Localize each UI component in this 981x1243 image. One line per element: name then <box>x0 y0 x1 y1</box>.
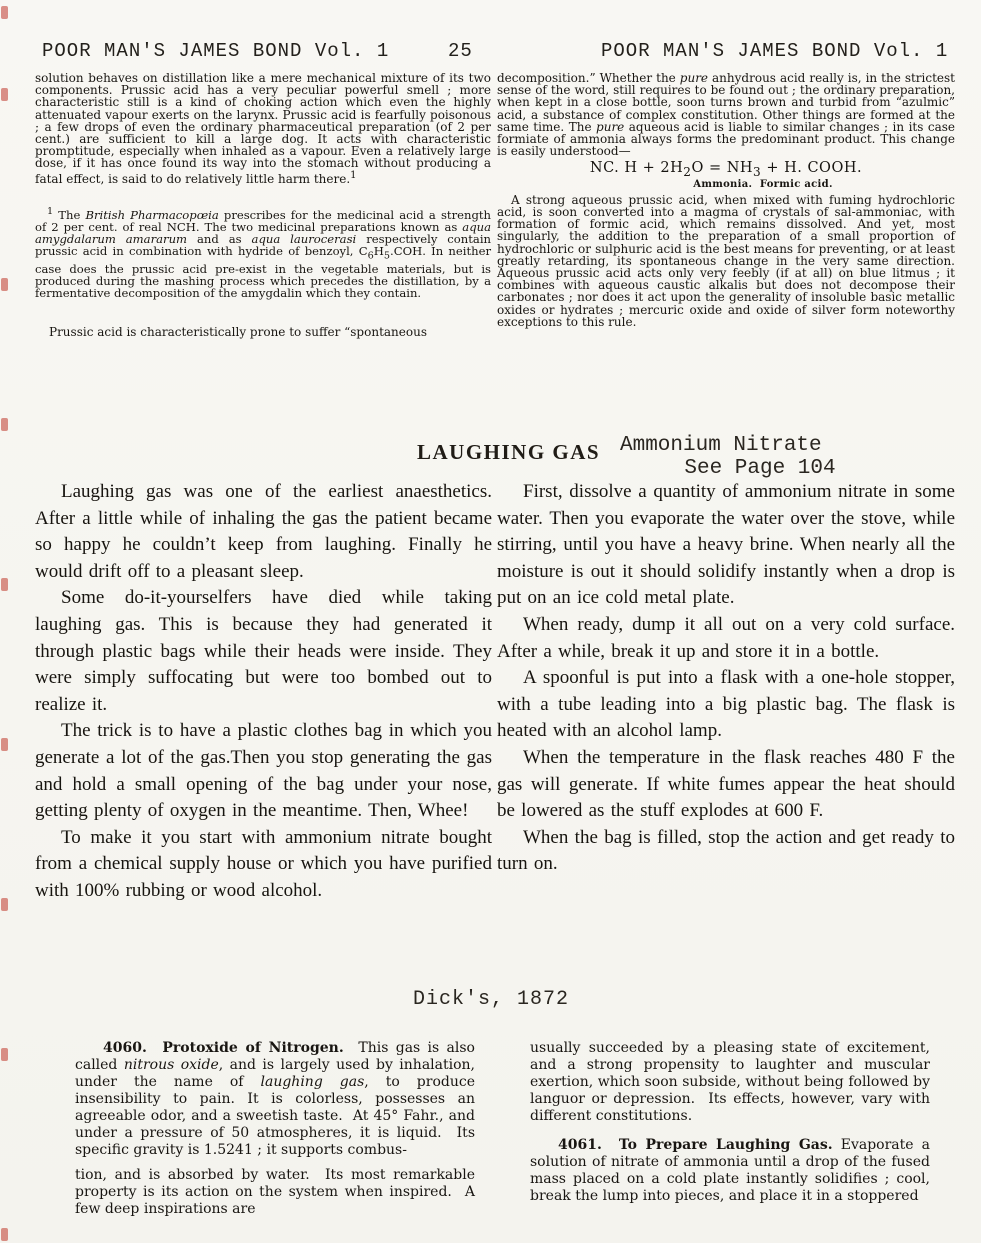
entry-4060-runover: usually succeeded by a pleasing state of excitement, and a strong propensity to laughter and muscular exertion, which soon subside, without being followed by languor or depression. Its effects, however, vary with different constitutions. <box>530 1040 930 1124</box>
annotation-see-page: See Page 104 <box>684 457 836 480</box>
section-title: LAUGHING GAS <box>417 440 601 464</box>
paragraph: First, dissolve a quantity of ammonium nitrate in some water. Then you evaporate the water over the stove, while stirring, until you have a heavy brine. When nearly all the moisture is out it should solidify instantly when a drop is put on an ice cold metal plate. <box>497 481 955 609</box>
formula-caption: Ammonia. Formic acid. <box>693 178 833 190</box>
page-header <box>0 40 981 66</box>
margin-mark <box>1 898 8 911</box>
paragraph: A strong aqueous prussic acid, when mixed with fuming hydrochloric acid, is soon converted into a magma of crystals of sal-ammoniac, with formation of formic acid, which remains dissolved. And yet, most singularly, the addition to the preparation of a small proportion of hydrochloric or sulphuric acid is the best means for preventing, or at least greatly retarding, its spontaneous change in the very same direction. Aqueous prussic acid acts only very feebly (if at all) on blue litmus ; it combines with aqueous caustic alkalis but does not decompose their carbonates ; nor does it act upon the generality of insoluble basic metallic oxides or hydrates ; mercuric oxide and oxide of silver form noteworthy exceptions to this rule. <box>497 192 955 329</box>
entry-4060: 4060. Protoxide of Nitrogen. This gas is also called nitrous oxide, and is largely used by inhalation, under the name of laughing gas, to produce insensibility to pain. It is colorless, possesses an agreeable odor, and a sweetish taste. At 45° Fahr., and under a pressure of 50 atmospheres, it is liquid. Its specific gravity is 1.5241 ; it supports combus- <box>75 1040 475 1158</box>
margin-mark <box>1 278 8 291</box>
entry-4060-continued: tion, and is absorbed by water. Its most remarkable property is its action on the system when inspired. A few deep inspirations are <box>75 1167 475 1217</box>
main-left-column <box>35 479 492 905</box>
bottom-clipping-left-column <box>75 1040 475 1218</box>
page-number: 25 <box>448 40 473 62</box>
bottom-clipping-right-column <box>530 1040 930 1205</box>
margin-mark <box>1 578 8 591</box>
paragraph: To make it you start with ammonium nitrate bought from a chemical supply house or which you have purified with 100% rubbing or wood alcohol. <box>35 826 492 901</box>
paragraph: The trick is to have a plastic clothes bag in which you generate a lot of the gas.Then you stop generating the gas and hold a small opening of the bag under your nose, getting plenty of oxygen in the meantime. Then, Whee! <box>35 720 492 822</box>
paragraph: Prussic acid is characteristically prone to suffer “spontaneous <box>49 325 427 340</box>
paragraph: decomposition.” Whether the pure anhydrous acid really is, in the strictest sense of the word, still requires to be found out ; the ordinary preparation, when kept in a close bottle, soon turns brown and turbid from “azulmic” acid, a substance of complex constitution. Other things are formed at the same time. The pure aqueous acid is liable to similar changes ; in its case formiate of ammonia always forms the predominant product. This change is easily understood— <box>497 71 956 159</box>
margin-mark <box>1 1048 8 1061</box>
margin-mark <box>1 6 8 19</box>
annotation-ammonium-nitrate: Ammonium Nitrate <box>620 434 822 457</box>
paragraph: A spoonful is put into a flask with a one-hole stopper, with a tube leading into a big plastic bag. The flask is heated with an alcohol lamp. <box>497 667 955 742</box>
running-title-right: POOR MAN'S JAMES BOND Vol. 1 <box>601 40 949 62</box>
paragraph: When the bag is filled, stop the action and get ready to turn on. <box>497 826 955 875</box>
entry-4061: 4061. To Prepare Laughing Gas. Evaporate a solution of nitrate of ammonia until a drop of the fused mass placed on a cold plate instantly solidifies ; cool, break the lump into pieces, and place it in a stoppered <box>530 1137 930 1204</box>
footnote: $^1$ The British Pharmacopœia prescribes for the medicinal acid a strength of 2 per cent. of real NCH. The two medicinal preparations known as aqua amygdalarum amararum and as aqua laurocerasi respectively contain prussic acid in combination with hydride of benzoyl, $C_6H_5.COH$. In neither case does the prussic acid pre-exist in the vegetable materials, but is produced during the mashing process which precedes the distillation, by a fermentative decomposition of the amygdalin which they contain. <box>35 205 491 301</box>
main-right-column <box>497 479 955 878</box>
margin-mark <box>1 88 8 101</box>
typed-annotation <box>620 434 900 480</box>
paragraph: Laughing gas was one of the earliest anaesthetics. After a little while of inhaling the gas the patient became so happy he couldn’t keep from laughing. Finally he would drift off to a pleasant sleep. <box>35 481 492 582</box>
margin-mark <box>1 738 8 751</box>
running-title-left: POOR MAN'S JAMES BOND Vol. 1 <box>42 40 390 62</box>
source-caption: Dick's, 1872 <box>413 988 570 1011</box>
paragraph: When ready, dump it all out on a very cold surface. After a while, break it up and store it in a bottle. <box>497 613 955 662</box>
margin-mark <box>1 1228 8 1241</box>
margin-mark <box>1 418 8 431</box>
top-article-left-column <box>35 72 491 339</box>
paragraph: solution behaves on distillation like a mere mechanical mixture of its two components. Prussic acid has a very peculiar powerful smell ; more characteristic still is a kind of choking action which even the highly attenuated vapour exerts on the larynx. Prussic acid is fearfully poisonous ; a few drops of even the ordinary pharmaceutical preparation (of 2 per cent.) are sufficient to kill a large dog. It acts with characteristic promptitude, especially when inhaled as a vapour. Even a relatively large dose, if it has once found its way into the stomach without producing a fatal effect, is said to do relatively little harm there.$^1$ <box>35 71 491 186</box>
paragraph: Some do-it-yourselfers have died while taking laughing gas. This is because they had generated it through plastic bags while their heads were inside. They were simply suffocating but were too bombed out to realize it. <box>35 587 492 715</box>
top-article-right-column <box>497 72 955 328</box>
paragraph: When the temperature in the flask reaches 480 F the gas will generate. If white fumes appear the heat should be lowered as the stuff explodes at 600 F. <box>497 746 955 822</box>
chemical-formula: NC. $H + 2H_2O = NH_3 + H$. COOH. <box>589 160 863 180</box>
